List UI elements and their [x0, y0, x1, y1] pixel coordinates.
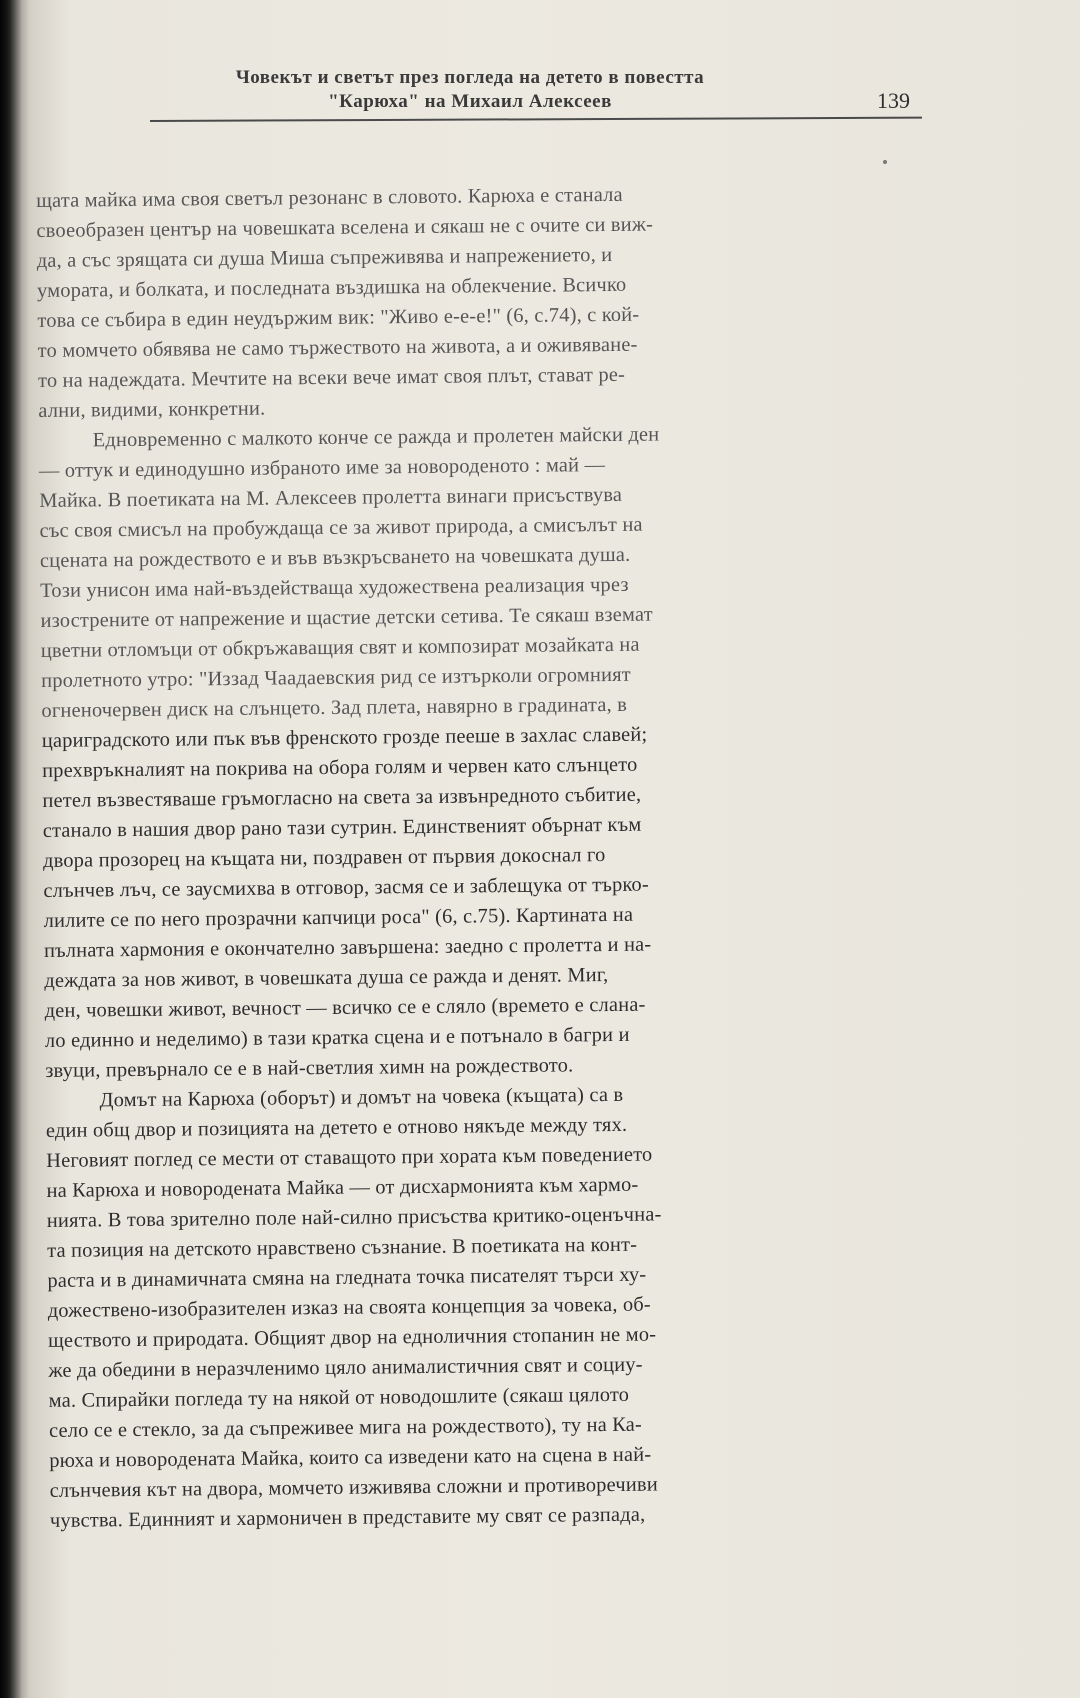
- text-line: слънчев лъч, се заусмихва в отговор, засмя се и заблещука от търко-: [43, 873, 649, 902]
- ink-speck: [883, 160, 887, 164]
- text-line: ден, човешки живот, вечност — всичко се е сляло (времето е слана-: [44, 993, 646, 1022]
- text-line: нията. В това зрително поле най-силно присъства критико-оценъчна-: [46, 1203, 662, 1232]
- text-line: огненочервен диск на слънцето. Зад плета, навярно в градината, в: [41, 693, 628, 722]
- text-line: Неговият поглед се мести от ставащото при хората към поведението: [46, 1143, 653, 1172]
- text-line: звуци, превърнало се е в най-светлия химн на рождеството.: [45, 1054, 574, 1082]
- text-line: със своя смисъл на пробуждаща се за живот природа, а смисълът на: [39, 513, 643, 542]
- text-line: своеобразен център на човешката вселена и сякаш не с очите си виж-: [36, 213, 654, 242]
- paragraph-start-line: Домът на Карюха (оборът) и домът на човека (къщата) са в: [99, 1083, 624, 1112]
- text-line: двора прозорец на къщата ни, поздравен от първия докоснал го: [42, 844, 606, 872]
- text-line: — оттук и единодушно избраното име за новороденото : май —: [38, 454, 606, 482]
- text-line: пълната хармония е окончателно завършена: заедно с пролетта и на-: [43, 933, 652, 962]
- text-line: ма. Спирайки погледа ту на някой от новодошлите (сякаш цялото: [48, 1383, 630, 1412]
- text-line: рюха и новородената Майка, които са изведени като на сцена в най-: [49, 1443, 652, 1472]
- text-line: та позиция на детското нравствено съзнание. В поетиката на конт-: [47, 1233, 638, 1262]
- text-line: то на надеждата. Мечтите на всеки вече имат своя плът, стават ре-: [37, 363, 626, 392]
- text-line: станало в нашия двор рано тази сутрин. Единственият обърнат към: [42, 813, 642, 842]
- text-line: дожествено-изобразителен изказ на своята концепция за човека, об-: [47, 1293, 651, 1322]
- text-line: ални, видими, конкретни.: [38, 397, 266, 422]
- text-line: то момчето обявява не само тържеството на живота, а и оживяване-: [37, 333, 638, 362]
- text-line: това се събира в един неудържим вик: "Живо е-е-е!" (6, с.74), с кой-: [37, 303, 640, 332]
- text-line: изострените от напрежение и щастие детски сетива. Те сякаш вземат: [40, 603, 653, 632]
- text-line: деждата за нов живот, в човешката душа се ражда и денят. Миг,: [44, 964, 609, 992]
- text-line: петел възвестяваше гръмогласно на света за извънредното събитие,: [42, 783, 642, 812]
- text-line: един общ двор и позицията на детето е отново някъде между тях.: [45, 1113, 628, 1142]
- text-line: на Карюха и новородената Майка — от дисхармонията към хармо-: [46, 1173, 639, 1202]
- text-line: цветни отломъци от обкръжаващия свят и композират мозайката на: [40, 633, 640, 662]
- text-line: пролетното утро: "Иззад Чаадаевския рид се изтърколи огромният: [41, 663, 631, 692]
- text-line: ло единно и неделимо) в тази кратка сцена и е потънало в багри и: [44, 1023, 630, 1052]
- running-head-title-line-2: "Карюха" на Михаил Алексеев: [328, 91, 612, 112]
- text-line: раста и в динамичната смяна на гледната точка писателят търси ху-: [47, 1263, 647, 1292]
- text-line: село се е стекло, за да съпреживее мига на рождеството), ту на Ка-: [48, 1413, 643, 1442]
- paragraph-start-line: Едновременно с малкото конче се ражда и пролетен майски ден: [92, 423, 660, 452]
- text-line: прехвръкналият на покрива на обора голям и червен като слънцето: [42, 753, 638, 782]
- text-line: ществото и природата. Общият двор на едноличния стопанин не мо-: [47, 1323, 657, 1352]
- text-line: умората, и болката, и последната въздишка на облекчение. Всичко: [36, 273, 627, 302]
- text-line: же да обедини в неразчленимо цяло анималистичния свят и социу-: [48, 1353, 643, 1382]
- book-spine-shadow: [0, 0, 30, 1698]
- text-line: сцената на рождеството е и във възкръсването на човешката душа.: [39, 543, 631, 572]
- text-line: Този унисон има най-въздействаща художествена реализация чрез: [40, 573, 629, 602]
- text-line: Майка. В поетиката на М. Алексеев пролетта винаги присъствува: [39, 483, 623, 512]
- body-text: [36, 176, 958, 1532]
- text-line: чувства. Единният и хармоничен в представите му свят се разпада,: [49, 1503, 646, 1532]
- page-number: 139: [877, 88, 910, 113]
- running-head-title-line-1: Човекът и светът през погледа на детето в повестта: [235, 67, 705, 88]
- text-line: щата майка има своя светъл резонанс в словото. Карюха е станала: [36, 183, 623, 212]
- text-line: цариградското или пък във френското грозде пееше в захлас славей;: [41, 723, 648, 752]
- text-line: слънчевия кът на двора, момчето изживява сложни и противоречиви: [49, 1473, 658, 1502]
- text-line: да, а със зрящата си душа Миша съпреживява и напрежението, и: [36, 243, 613, 272]
- text-line: лилите се по него прозрачни капчици роса" (6, с.75). Картината на: [43, 903, 634, 932]
